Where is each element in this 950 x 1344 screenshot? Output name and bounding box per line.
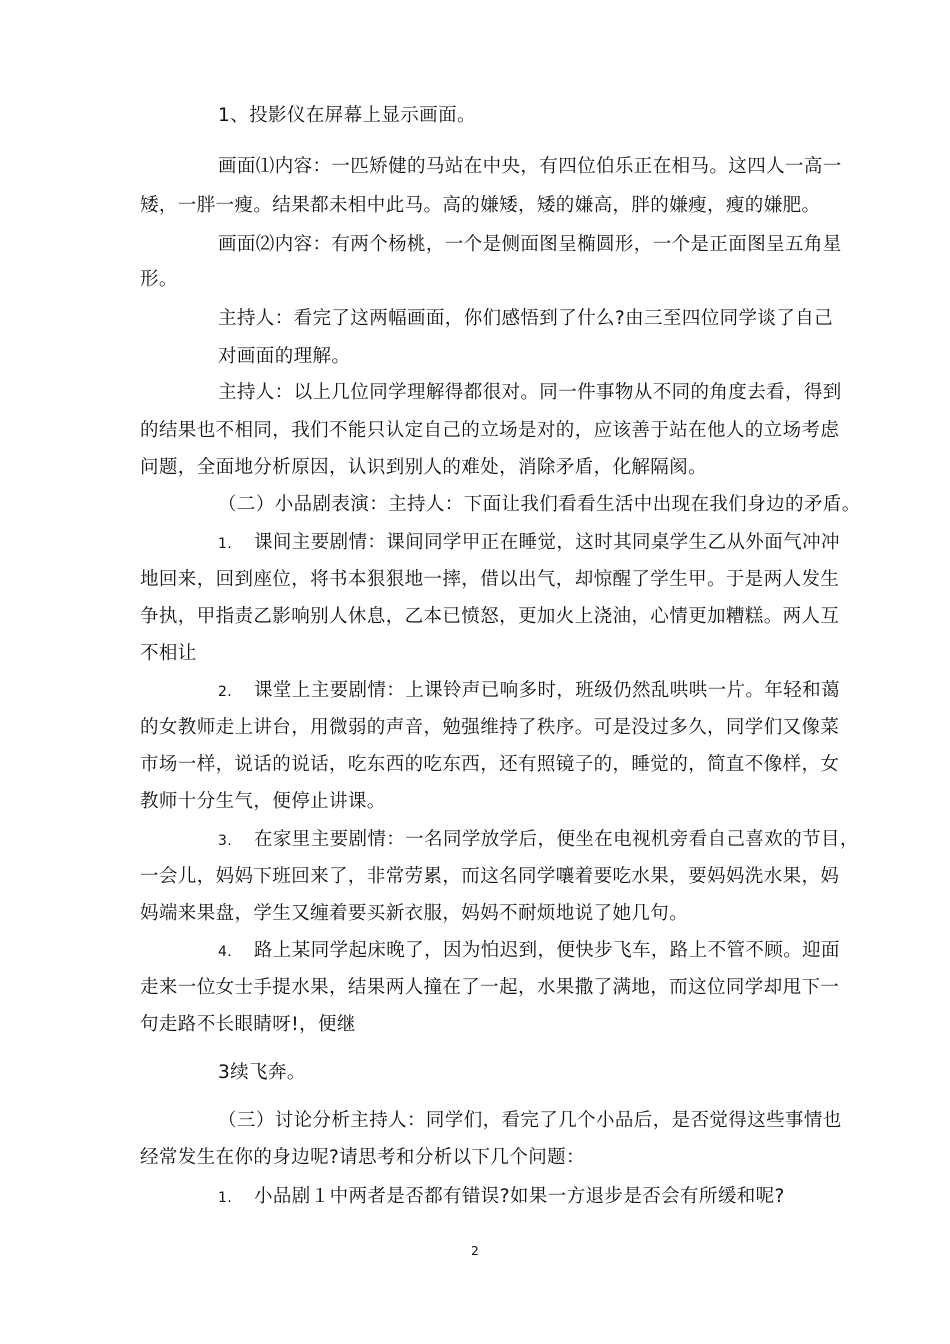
section-heading: （二）小品剧表演：主持人：下面让我们看看生活中出现在我们身边的矛盾。 <box>218 494 861 515</box>
text-line: 走来一位女士手提水果，结果两人撞在了一起，水果撒了满地，而这位同学却甩下一 <box>140 977 840 998</box>
text-line: 画面⑴内容：一匹矫健的马站在中央，有四位伯乐正在相马。这四人一高一 <box>218 156 842 177</box>
text-line: 在家里主要剧情：一名同学放学后，便坐在电视机旁看自己喜欢的节目， <box>254 829 859 850</box>
text-line: 小品剧１中两者是否都有错误?如果一方退步是否会有所缓和呢? <box>254 1186 785 1207</box>
text-line: 课堂上主要剧情：上课铃声已响多时，班级仍然乱哄哄一片。年轻和蔼 <box>254 680 840 701</box>
text-line: 主持人：看完了这两幅画面，你们感悟到了什么?由三至四位同学谈了自己 <box>218 308 834 329</box>
list-number: 4. <box>218 944 233 960</box>
text-line: 地回来，回到座位，将书本狠狠地一摔，借以出气，却惊醒了学生甲。于是两人发生 <box>140 569 840 590</box>
list-number: 3. <box>218 833 233 849</box>
text-line: 课间主要剧情：课间同学甲正在睡觉，这时其同桌学生乙从外面气冲冲 <box>254 532 840 553</box>
text-line: 市场一样，说话的说话，吃东西的吃东西，还有照镜子的，睡觉的，简直不像样，女 <box>140 754 840 775</box>
page-number: 2 <box>471 1244 479 1258</box>
text-line: 1、投影仪在屏幕上显示画面。 <box>218 105 476 126</box>
text-line: 妈端来果盘，学生又缠着要买新衣服，妈妈不耐烦地说了她几句。 <box>140 903 689 924</box>
list-item <box>218 679 840 704</box>
text-line: 争执，甲指责乙影响别人休息，乙本已愤怒，更加火上浇油，心情更加糟糕。两人互 <box>140 606 840 627</box>
text-line: 的女教师走上讲台，用微弱的声音，勉强维持了秩序。可是没过多久，同学们又像菜 <box>140 717 840 738</box>
text-line: 路上某同学起床晚了，因为怕迟到，便快步飞车，路上不管不顾。迎面 <box>254 940 840 961</box>
text-line: 经常发生在你的身边呢?请思考和分析以下几个问题： <box>140 1147 585 1168</box>
text-line: 对画面的理解。 <box>218 346 351 367</box>
list-number: 2. <box>218 684 233 700</box>
text-line: 的结果也不相同，我们不能只认定自己的立场是对的，应该善于站在他人的立场考虑 <box>140 420 840 441</box>
text-line: 不相让 <box>140 643 197 664</box>
list-item <box>218 828 859 853</box>
text-line: 画面⑵内容：有两个杨桃，一个是侧面图呈椭圆形，一个是正面图呈五角星 <box>218 234 842 255</box>
text-line: 形。 <box>140 269 178 290</box>
text-line: 教师十分生气，便停止讲课。 <box>140 791 386 812</box>
text-line: 3续飞奔。 <box>218 1062 306 1083</box>
section-heading: （三）讨论分析主持人：同学们，看完了几个小品后，是否觉得这些事情也 <box>218 1110 842 1131</box>
list-number: 1. <box>218 536 233 552</box>
list-item <box>218 531 840 556</box>
text-line: 问题，全面地分析原因，认识到别人的难处，消除矛盾，化解隔阂。 <box>140 457 708 478</box>
list-item <box>218 939 840 964</box>
text-line: 句走路不长眼睛呀!，便继 <box>140 1014 356 1035</box>
list-item <box>218 1185 785 1210</box>
text-line: 一会儿，妈妈下班回来了，非常劳累，而这名同学嚷着要吃水果，要妈妈洗水果，妈 <box>140 866 840 887</box>
text-line: 矮，一胖一瘦。结果都未相中此马。高的嫌矮，矮的嫌高，胖的嫌瘦，瘦的嫌肥。 <box>140 195 821 216</box>
text-line: 主持人：以上几位同学理解得都很对。同一件事物从不同的角度去看，得到 <box>218 382 842 403</box>
list-number: 1. <box>218 1190 233 1206</box>
